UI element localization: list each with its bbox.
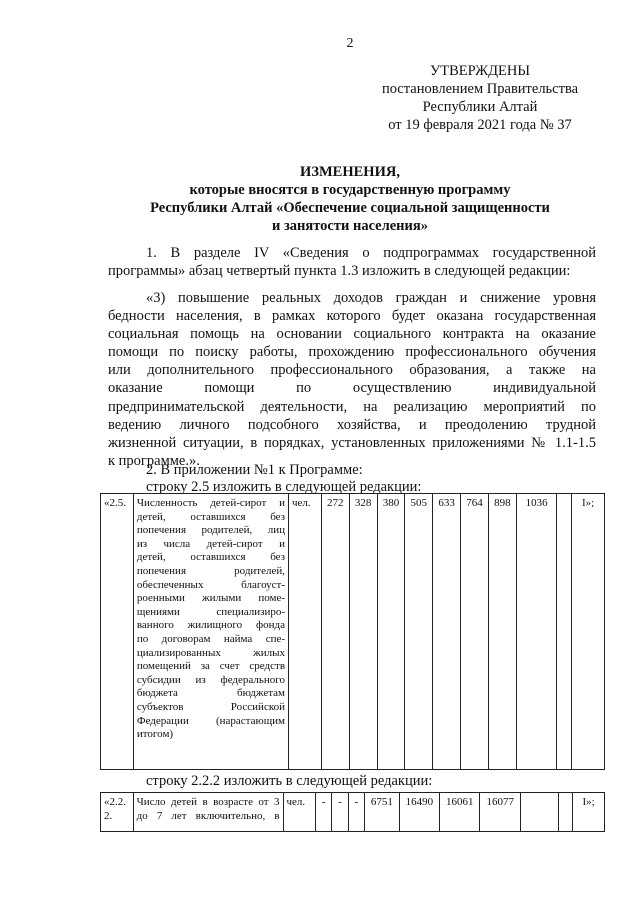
heading-line: которые вносятся в государственную программу: [189, 182, 511, 198]
empty-cell: [558, 793, 572, 832]
value-cell: -: [332, 793, 348, 832]
paragraph-4: строку 2.5 изложить в следующей редакции:: [146, 479, 422, 495]
description-line: из числа детей-сирот и: [136, 537, 286, 550]
table-row: [101, 793, 605, 832]
paragraph-line: «3) повышение реальных доходов граждан и снижение уровня: [146, 290, 596, 306]
description-line: помещений за счет средств: [136, 660, 286, 673]
paragraph-line: ведению личного подсобного хозяйства, и преодолению трудной: [108, 416, 596, 433]
row-code: [101, 793, 134, 832]
approval-line: УТВЕРЖДЕНЫ: [429, 63, 531, 79]
description-line: Численность детей-сирот и: [136, 497, 286, 509]
approval-line: от 19 февраля 2021 года № 37: [388, 117, 572, 133]
approval-block: [360, 62, 600, 134]
approval-line: Республики Алтай: [422, 99, 538, 115]
value-cell: 505: [405, 494, 433, 770]
paragraph-line: помощи по поиску работы, прохождению профессионального обучения: [108, 344, 596, 361]
description-line: обеспеченных благоуст-: [136, 578, 286, 591]
paragraph-line: жизненной ситуации, в порядках, установленных приложениями № 1.1-1.5: [108, 434, 596, 451]
table-row-2-5: [100, 493, 605, 770]
heading-line: и занятости населения»: [271, 218, 428, 234]
heading-line: ИЗМЕНЕНИЯ,: [300, 164, 400, 180]
value-cell: -: [315, 793, 331, 832]
paragraph-1: [108, 244, 596, 280]
description-line: Число детей в возрасте от 3: [136, 796, 280, 808]
code-line: «2.2.: [104, 796, 126, 808]
heading-line: Республики Алтай «Обеспечение социальной защищенности: [150, 200, 550, 216]
code-line: 2.: [104, 809, 113, 822]
value-cell: 633: [433, 494, 461, 770]
value-cell: 328: [349, 494, 377, 770]
unit-cell: чел.: [283, 793, 315, 832]
end-mark-cell: I»;: [572, 494, 605, 770]
value-cell: 1036: [516, 494, 557, 770]
paragraph-line: или дополнительного профессионального образования, а также на: [108, 362, 596, 379]
paragraph-line: 1. В разделе IV «Сведения о подпрограммах государственной: [146, 245, 596, 261]
description-line: Федерации (нарастающим: [136, 714, 286, 727]
table-row-2-2-2: [100, 792, 605, 832]
page-number: 2: [346, 36, 354, 51]
approval-line: постановлением Правительства: [381, 81, 579, 97]
value-cell: 272: [321, 494, 349, 770]
value-cell: 380: [377, 494, 405, 770]
row-code: «2.5.: [101, 494, 134, 770]
row-description: [133, 793, 283, 832]
paragraph-2: [108, 289, 596, 470]
paragraph-line: бедности населения, в рамках которого будет оказана государственная: [108, 308, 596, 325]
value-cell: 16077: [480, 793, 520, 832]
value-cell: [520, 793, 558, 832]
description-line: по договорам найма спе-: [136, 632, 286, 645]
value-cell: -: [348, 793, 364, 832]
empty-cell: [557, 494, 572, 770]
value-cell: 764: [461, 494, 489, 770]
description-line: попечения родителей, лиц: [136, 524, 286, 537]
row-description: [133, 494, 288, 770]
paragraph-line: программы» абзац четвертый пункта 1.3 изложить в следующей редакции:: [108, 263, 571, 280]
description-line: бюджета бюджетам: [136, 687, 286, 700]
unit-cell: чел.: [289, 494, 322, 770]
value-cell: 6751: [365, 793, 399, 832]
value-cell: 898: [488, 494, 516, 770]
paragraph-line: предпринимательской деятельности, на реализацию мероприятий по: [108, 398, 596, 415]
paragraph-line: оказание помощи по осуществлению индивидуальной: [108, 380, 596, 397]
description-line: детей, оставшихся без: [136, 551, 286, 564]
paragraph-line: к программе.».: [108, 452, 200, 469]
description-line: щениями специализиро-: [136, 605, 286, 618]
description-line: итогом): [136, 728, 174, 741]
end-mark-cell: I»;: [573, 793, 605, 832]
description-line: субсидии из федерального: [136, 673, 286, 686]
paragraph-5: строку 2.2.2 изложить в следующей редакции:: [146, 773, 433, 789]
document-heading: [130, 163, 570, 235]
table-row: [101, 494, 605, 770]
value-cell: 16061: [440, 793, 480, 832]
description-line: до 7 лет включительно, в: [136, 809, 280, 822]
description-line: детей, оставшихся без: [136, 510, 286, 523]
description-line: попечения родителей,: [136, 564, 286, 577]
description-line: ванного жилищного фонда: [136, 619, 286, 632]
description-line: роенными жилыми поме-: [136, 592, 286, 605]
description-line: циализированных жилых: [136, 646, 286, 659]
paragraph-3: 2. В приложении №1 к Программе:: [146, 462, 363, 478]
value-cell: 16490: [399, 793, 439, 832]
paragraph-line: социальная помощь на основании социального контракта на оказание: [108, 326, 596, 343]
description-line: субъектов Российской: [136, 700, 286, 713]
